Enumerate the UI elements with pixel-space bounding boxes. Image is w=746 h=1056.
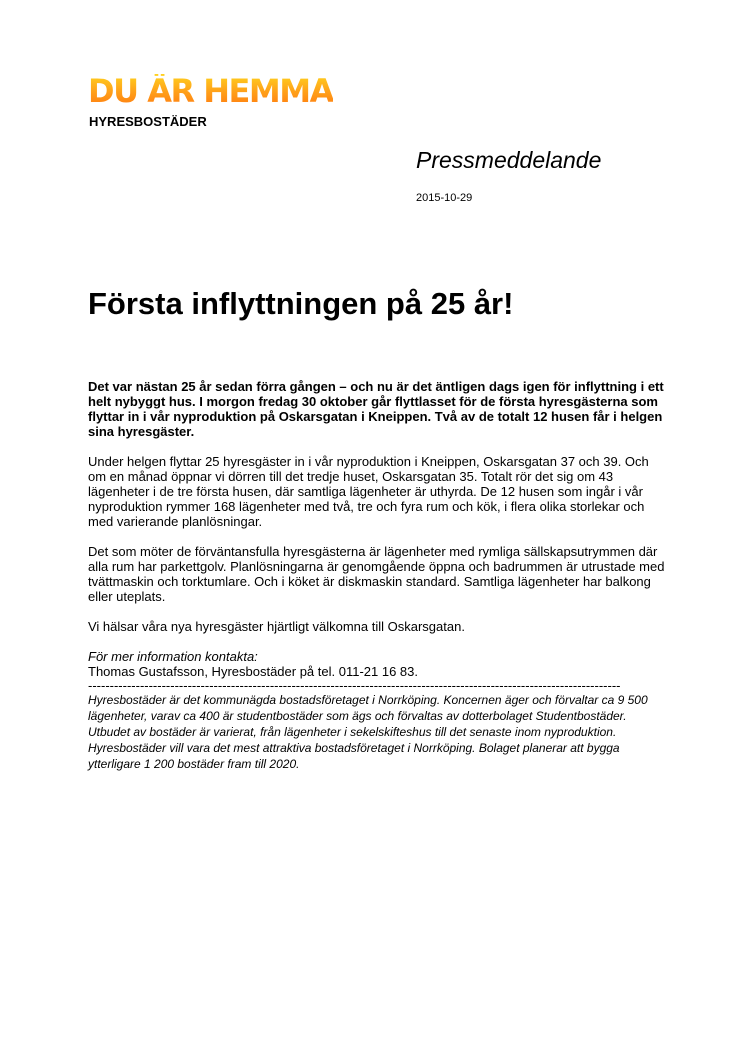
document-date: 2015-10-29: [416, 192, 473, 204]
body-paragraph: Vi hälsar våra nya hyresgäster hjärtligt välkomna till Oskarsgatan.: [88, 619, 465, 634]
lead-paragraph: Det var nästan 25 år sedan förra gången – och nu är det äntligen dags igen för inflyttning i ett helt nybyggt hus. I morgon fredag 30 oktober går flyttlasset för de första hyresgästerna som flyttar in i vår nyproduktion på Oskarsgatan i Kneippen. Två av de totalt 12 husen får i helgen sina hyresgäster.: [88, 379, 664, 439]
logo-title: DU ÄR HEMMA: [88, 72, 333, 110]
body-paragraph: Det som möter de förväntansfulla hyresgästerna är lägenheter med rymliga sällskapsutrymmen där alla rum har parkettgolv. Planlösningarna är genomgående öppna och badrummen är utrustade med tvättmaskin och torktumlare. Och i köket är diskmaskin standard. Samtliga lägenheter har balkong eller uteplats.: [88, 544, 665, 604]
contact-block: [88, 649, 668, 679]
contact-label: För mer information kontakta:: [88, 649, 258, 664]
divider: ---------------------------------------------------------------------------------------------------------------------------: [88, 679, 621, 692]
body-paragraph: Under helgen flyttar 25 hyresgäster in i vår nyproduktion i Kneippen, Oskarsgatan 37 och 39. Och om en månad öppnar vi dörren till det tredje huset, Oskarsgatan 35. Totalt rör det sig om 43 lägenheter i de tre första husen, där samtliga lägenheter är uthyrda. De 12 husen som ingår i vår nyproduktion rymmer 168 lägenheter med två, tre och fyra rum och kök, i flera olika storlekar och med varierande planlösningar.: [88, 454, 649, 529]
contact-person: Thomas Gustafsson, Hyresbostäder på tel. 011-21 16 83.: [88, 664, 418, 679]
page-title: Första inflyttningen på 25 år!: [88, 286, 514, 321]
company-description: Hyresbostäder är det kommunägda bostadsföretaget i Norrköping. Koncernen äger och förvaltar ca 9 500 lägenheter, varav ca 400 är studentbostäder som ägs och förvaltas av dotterbolaget Studentbostäder. Utbudet av bostäder är varierat, från lägenheter i sekelskifteshus till det senaste inom nyproduktion. Hyresbostäder vill vara det mest attraktiva bostadsföretaget i Norrköping. Bolaget planerar att bygga ytterligare 1 200 bostäder fram till 2020.: [88, 693, 648, 771]
logo-subtitle: HYRESBOSTÄDER: [89, 114, 207, 129]
document-type: Pressmeddelande: [416, 147, 602, 173]
article-body: [88, 379, 668, 787]
